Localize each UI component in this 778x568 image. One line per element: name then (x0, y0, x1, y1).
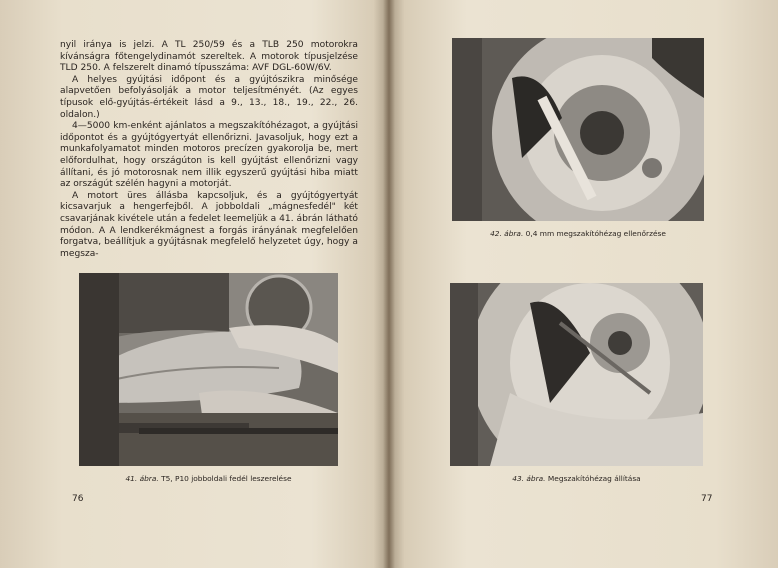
figure-label: 42. ábra. (490, 229, 524, 238)
figure-caption-text: 0,4 mm megszakítóhézag ellenőrzése (525, 229, 666, 238)
paragraph: nyil iránya is jelzi. A TL 250/59 és a TLB 250 motorokra kívánságra főtengelydinamót szereltek. A motorok típusjelzése TLD 250. A felszerelt dinamó típusszáma: AVF DGL-60W/6V. (60, 40, 358, 74)
right-page (390, 0, 778, 568)
figure-label: 41. ábra. (125, 474, 159, 483)
figure-label: 43. ábra. (512, 474, 546, 483)
paragraph: A helyes gyújtási időpont és a gyújtószikra minősége alapvetően befolyásolják a motor teljesítményét. (Az egyes típusok elő-gyújtás-értékeit lásd a 9., 13., 18., 19., 22., 26. oldalon.) (60, 74, 358, 120)
figure-caption-text: T5, P10 jobboldali fedél leszerelése (161, 474, 292, 483)
figure-41-caption (79, 474, 338, 483)
body-text (60, 40, 358, 260)
paragraph: 4—5000 km-enként ajánlatos a megszakítóhézagot, a gyújtási időpontot és a gyújtógyertyát ellenőrizni. Javasoljuk, hogy ezt a munkafolyamatot minden motoros precízen gyakorolja be, mert előfordulhat, hogy országúton is kell gyújtást ellenőrizni vagy állítani, és jó motorosnak nem illik egyszerű gyújtási hiba miatt az országút szélén hagyni a motorját. (60, 121, 358, 190)
page-number: 76 (72, 494, 84, 504)
figure-caption-text: Megszakítóhézag állítása (547, 474, 641, 483)
figure-41-photo (79, 273, 338, 466)
left-page (0, 0, 388, 568)
figure-43-photo (450, 283, 703, 466)
page-number: 77 (701, 494, 713, 504)
figure-43-caption (450, 474, 703, 483)
paragraph: A motort üres állásba kapcsoljuk, és a gyújtógyertyát kicsavarjuk a hengerfejből. A jobboldali „mágnesfedél" két csavarjának kivétele után a fedelet leemeljük a 41. ábrán látható módon. A A lendkerékmágnest a forgás irányának megfelelően forgatva, beállítjuk a gyújtásnak megfelelő helyzetet úgy, hogy a megsza- (60, 190, 358, 259)
figure-42-photo (452, 38, 704, 221)
figure-42-caption (452, 229, 704, 238)
